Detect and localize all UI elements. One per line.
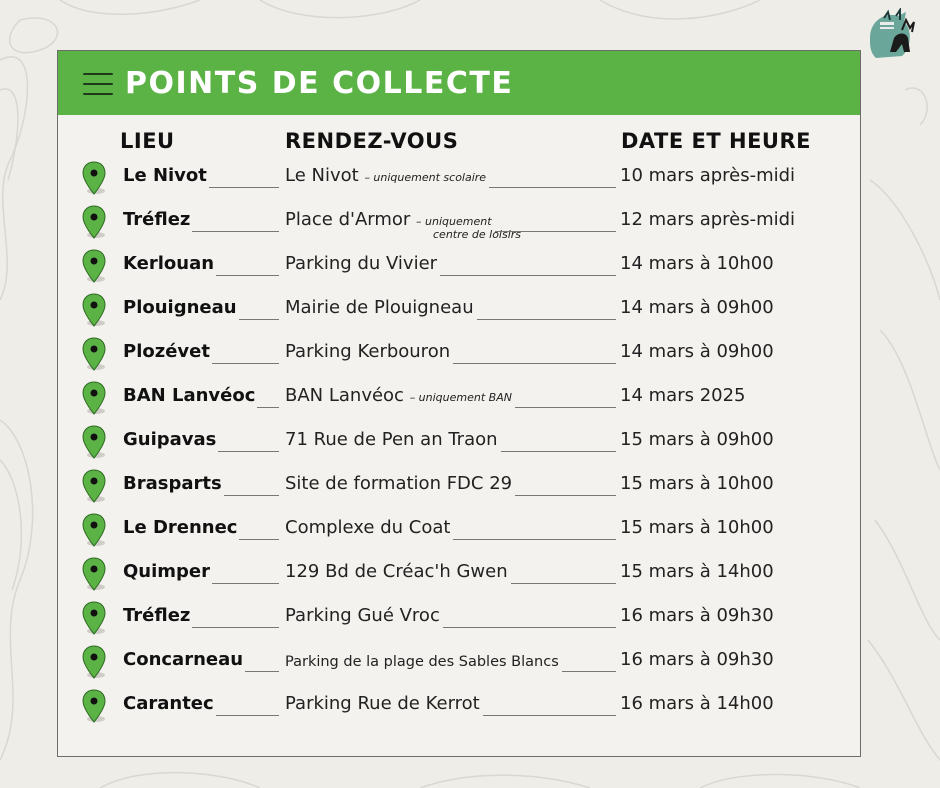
rdv-cell (285, 605, 440, 627)
lieu-cell: Quimper (123, 561, 211, 582)
collection-points-card (57, 50, 861, 757)
leader-line (218, 451, 279, 452)
leader-line (224, 495, 279, 496)
table-row (58, 253, 860, 297)
map-pin-icon (82, 381, 106, 415)
rdv-text: Parking de la plage des Sables Blancs (285, 654, 559, 670)
leader-line (453, 363, 616, 364)
rdv-cell (285, 253, 437, 275)
leader-line (440, 275, 616, 276)
table-row (58, 341, 860, 385)
rdv-cell (285, 297, 474, 319)
map-pin-icon (82, 249, 106, 283)
rdv-text: Parking Rue de Kerrot (285, 693, 480, 714)
table-row (58, 429, 860, 473)
rdv-cell (285, 561, 508, 583)
map-pin-icon (82, 205, 106, 239)
date-cell: 14 mars à 10h00 (620, 253, 774, 274)
rdv-text: Parking Gué Vroc (285, 605, 440, 626)
rdv-cell (285, 341, 450, 363)
date-cell: 15 mars à 10h00 (620, 473, 774, 494)
leader-line (495, 231, 616, 232)
leader-line (489, 187, 616, 188)
lieu-cell: Kerlouan (123, 253, 215, 274)
leader-line (245, 671, 279, 672)
map-pin-icon (82, 293, 106, 327)
leader-line (212, 363, 279, 364)
rdv-cell (285, 517, 450, 539)
map-pin-icon (82, 513, 106, 547)
date-cell: 16 mars à 09h30 (620, 605, 774, 626)
rdv-text: 71 Rue de Pen an Traon (285, 429, 498, 450)
table-row (58, 209, 860, 253)
lieu-cell: Tréflez (123, 209, 191, 230)
lieu-cell: Le Drennec (123, 517, 238, 538)
rdv-cell (285, 165, 486, 189)
map-pin-icon (82, 689, 106, 723)
map-pin-icon (82, 645, 106, 679)
lieu-cell: Plouigneau (123, 297, 237, 318)
date-cell: 12 mars après-midi (620, 209, 796, 230)
rdv-text: Parking du Vivier (285, 253, 438, 274)
leader-line (209, 187, 279, 188)
table-row (58, 473, 860, 517)
table-row (58, 165, 860, 209)
lieu-cell: Plozévet (123, 341, 210, 362)
lieu-cell: BAN Lanvéoc (123, 385, 256, 406)
rdv-cell (285, 693, 480, 715)
table-row (58, 561, 860, 605)
table-row (58, 605, 860, 649)
rdv-text: Mairie de Plouigneau (285, 297, 474, 318)
lieu-cell: Carantec (123, 693, 214, 714)
date-cell: 15 mars à 10h00 (620, 517, 774, 538)
map-pin-icon (82, 601, 106, 635)
rdv-note: – uniquement scolaire (364, 171, 487, 184)
table-row (58, 649, 860, 693)
header-bar (58, 51, 860, 115)
lieu-cell: Concarneau (123, 649, 244, 670)
rdv-note: – uniquement (416, 215, 492, 228)
leader-line (192, 231, 279, 232)
leader-line (192, 627, 279, 628)
lieu-cell: Le Nivot (123, 165, 207, 186)
rdv-text: Place d'Armor (285, 209, 411, 230)
lieu-cell: Guipavas (123, 429, 217, 450)
leader-line (483, 715, 616, 716)
leader-line (562, 671, 616, 672)
date-cell: 16 mars à 09h30 (620, 649, 774, 670)
leader-line (239, 539, 279, 540)
leader-line (477, 319, 616, 320)
leader-line (216, 275, 279, 276)
date-cell: 16 mars à 14h00 (620, 693, 774, 714)
rdv-note-line2: centre de loisirs (433, 228, 522, 241)
leader-line (239, 319, 279, 320)
date-cell: 10 mars après-midi (620, 165, 796, 186)
leader-line (515, 495, 616, 496)
date-cell: 14 mars à 09h00 (620, 297, 774, 318)
column-header-rdv: RENDEZ-VOUS (285, 129, 459, 153)
rdv-text: Parking Kerbouron (285, 341, 451, 362)
map-pin-icon (82, 469, 106, 503)
leader-line (515, 407, 616, 408)
map-pin-icon (82, 557, 106, 591)
rdv-cell (285, 385, 512, 409)
map-pin-icon (82, 337, 106, 371)
table-row (58, 517, 860, 561)
column-header-lieu: LIEU (120, 129, 175, 153)
leader-line (257, 407, 279, 408)
map-pin-icon (82, 425, 106, 459)
date-cell: 14 mars 2025 (620, 385, 746, 406)
menu-icon[interactable] (83, 73, 113, 95)
date-cell: 15 mars à 09h00 (620, 429, 774, 450)
rdv-cell (285, 651, 559, 673)
rdv-text: Complexe du Coat (285, 517, 451, 538)
map-pin-icon (82, 161, 106, 195)
table-row (58, 693, 860, 737)
rdv-cell (285, 429, 498, 451)
rdv-cell (285, 473, 512, 495)
rdv-text: 129 Bd de Créac'h Gwen (285, 561, 508, 582)
leader-line (443, 627, 616, 628)
leader-line (216, 715, 279, 716)
deer-logo-icon (866, 8, 922, 64)
lieu-cell: Brasparts (123, 473, 222, 494)
leader-line (212, 583, 279, 584)
column-header-date: DATE ET HEURE (621, 129, 812, 153)
table-row (58, 385, 860, 429)
leader-line (501, 451, 616, 452)
leader-line (511, 583, 616, 584)
date-cell: 14 mars à 09h00 (620, 341, 774, 362)
leader-line (453, 539, 616, 540)
rdv-text: BAN Lanvéoc (285, 385, 404, 406)
page-title: POINTS DE COLLECTE (125, 66, 514, 101)
rdv-text: Site de formation FDC 29 (285, 473, 513, 494)
rdv-note: – uniquement BAN (409, 391, 512, 404)
table-row (58, 297, 860, 341)
date-cell: 15 mars à 14h00 (620, 561, 774, 582)
rdv-text: Le Nivot (285, 165, 359, 186)
lieu-cell: Tréflez (123, 605, 191, 626)
